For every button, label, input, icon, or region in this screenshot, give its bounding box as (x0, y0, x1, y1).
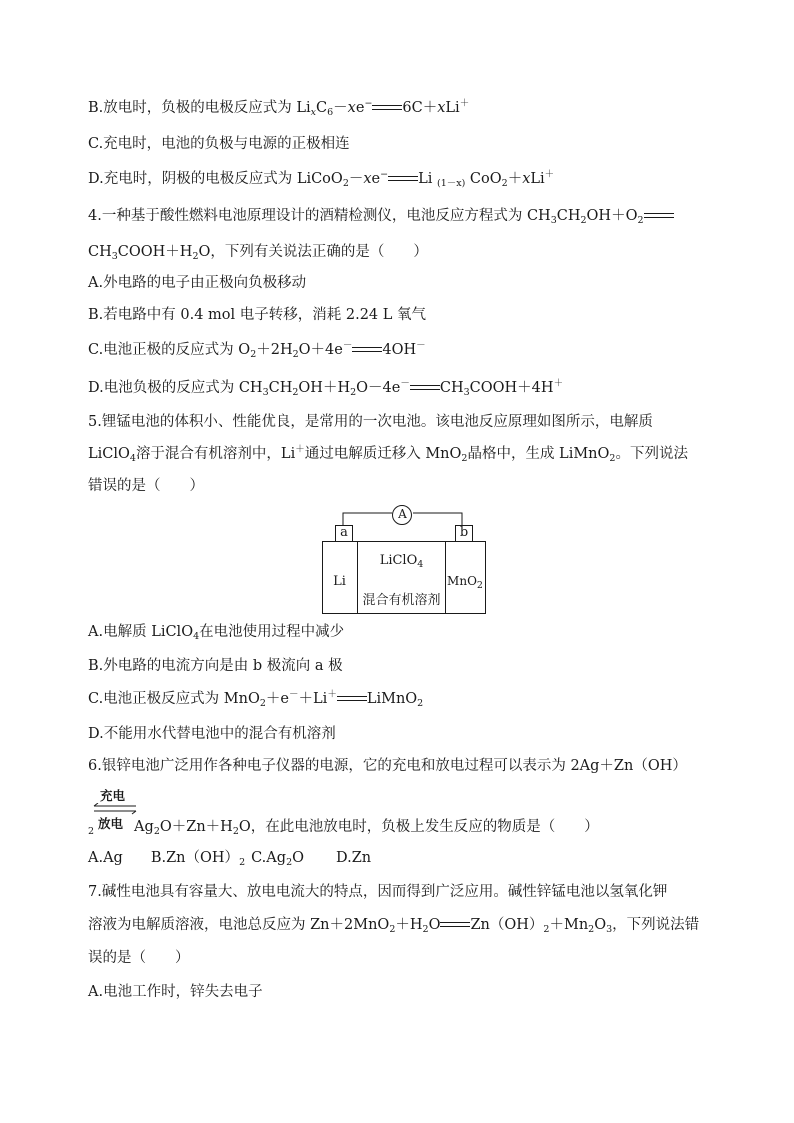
option-3B: B.放电时，负极的电极反应式为 $Li_xC_6-xe^-$ 6C＋xLi＋ (88, 98, 470, 118)
option-4C: C.电池正极的反应式为 $O_2+2H_2O+4e^-$ 4OH－ (88, 340, 426, 360)
question-7-stem-end: 误的是（ ） (88, 950, 190, 966)
option-4B: B.若电路中有 0.4 mol 电子转移，消耗 2.24 L 氧气 (88, 307, 427, 323)
question-6-options: A.Ag $B.Zn(OH)_2$ $C.Ag_2O$ D.Zn (88, 850, 372, 868)
question-6-stem-cont: $_2$ $Ag_2O+Zn+H_2O$，在此电池放电时，负极上发生反应的物质是（ ） (88, 819, 599, 837)
equals-sign-icon (352, 346, 382, 354)
charge-label: 充电 (100, 788, 126, 803)
equals-sign-icon (337, 695, 367, 703)
equals-sign-icon (410, 384, 440, 392)
equals-sign-icon (388, 175, 418, 183)
solvent-label: 混合有机溶剂 (362, 593, 441, 608)
equals-sign-icon (644, 212, 674, 220)
equals-sign-icon (440, 921, 470, 929)
option-5A: A.电解质 LiClO$_4$在电池使用过程中减少 (88, 624, 345, 642)
question-7-stem-cont: 溶液为电解质溶液，电池总反应为 $Zn+2MnO_2+H_2O$ $Zn(OH)_2+Mn_2O_3$，下列说法错 (88, 917, 700, 935)
question-7-stem: 7.碱性电池具有容量大、放电电流大的特点，因而得到广泛应用。碱性锌锰电池以氢氧化钾 (88, 884, 668, 900)
electrolyte-label: LiClO$_4$ (379, 553, 424, 570)
option-5D: D.不能用水代替电池中的混合有机溶剂 (88, 726, 336, 742)
question-5-stem-cont: LiClO$_4$溶于混合有机溶剂中，Li＋通过电解质迁移入 MnO$_2$晶格中，生成 LiMnO$_2$。下列说法 (88, 444, 688, 464)
option-4D: D.电池负极的反应式为 $CH_3CH_2OH+H_2O-4e^-$ $CH_3COOH+4H^+$ (88, 378, 564, 398)
option-7A: A.电池工作时，锌失去电子 (88, 984, 263, 1000)
equals-sign-icon (372, 104, 402, 112)
option-3D: D.充电时，阴极的电极反应式为 LiCoO$_2$－xe− Li $_{(1-x)}$ CoO$_2$＋xLi＋ (88, 169, 555, 189)
ammeter-label: A (398, 507, 407, 521)
question-5-stem: 5.锂锰电池的体积小、性能优良，是常用的一次电池。该电池反应原理如图所示，电解质 (88, 414, 653, 430)
option-3C: C.充电时，电池的负极与电源的正极相连 (88, 136, 350, 152)
terminal-b-label: b (459, 525, 469, 540)
lithium-electrode-label: Li (333, 574, 346, 589)
terminal-a-label: a (340, 525, 348, 540)
option-4A: A.外电路的电子由正极向负极移动 (88, 275, 307, 291)
discharge-label: 放电 (98, 816, 124, 831)
question-6-stem: 6.银锌电池广泛用作各种电子仪器的电源，它的充电和放电过程可以表示为 2Ag＋Zn（OH） (88, 758, 687, 774)
battery-diagram (322, 503, 492, 615)
question-5-stem-end: 错误的是（ ） (88, 478, 204, 494)
option-5B: B.外电路的电流方向是由 b 极流向 a 极 (88, 658, 343, 674)
mno2-electrode-label: MnO$_2$ (447, 574, 483, 591)
option-5C: C.电池正极反应式为 MnO$_2$＋e－＋Li＋ LiMnO$_2$ (88, 689, 424, 709)
question-4-stem: 4.一种基于酸性燃料电池原理设计的酒精检测仪，电池反应方程式为 $CH_3CH_2OH+O_2$ (88, 206, 674, 226)
question-4-stem-cont: $CH_3COOH+H_2O$，下列有关说法正确的是（ ） (88, 244, 428, 262)
